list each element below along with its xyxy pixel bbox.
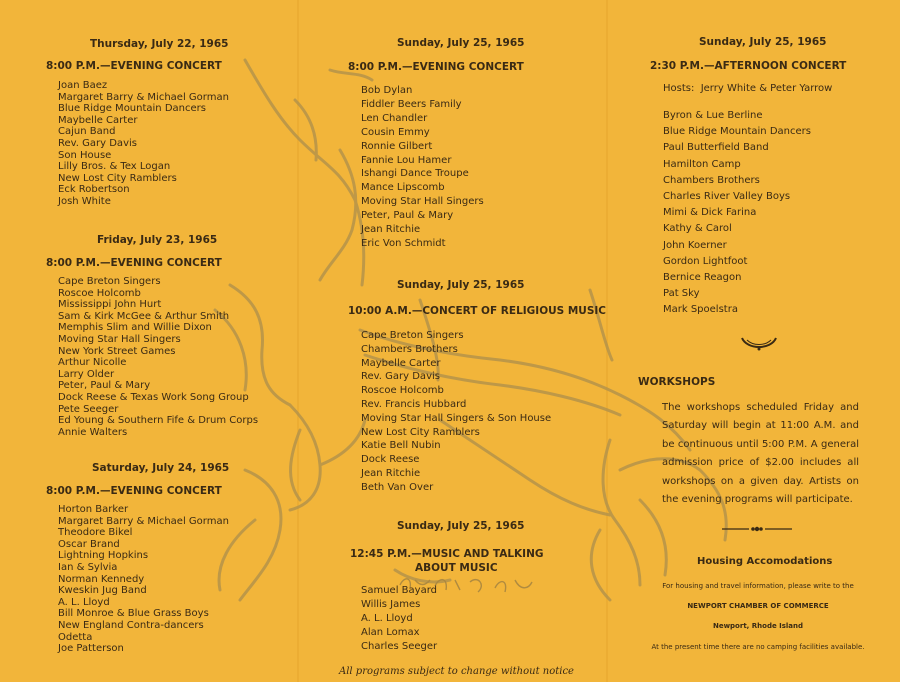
list-item: Charles Seeger [361, 640, 438, 652]
list-item: Blue Ridge Mountain Dancers [58, 103, 206, 115]
list-item: Mark Spoelstra [663, 304, 738, 316]
list-item: Ronnie Gilbert [361, 140, 433, 152]
p1-performer-list-3 [58, 504, 229, 655]
list-item: Len Chandler [361, 112, 428, 124]
list-item: Roscoe Holcomb [58, 287, 141, 299]
p2-day-2: Sunday, July 25, 1965 [397, 279, 525, 291]
list-item: New Lost City Ramblers [361, 426, 480, 438]
p2-performer-list-1 [361, 84, 484, 251]
list-item: Mississippi John Hurt [58, 299, 162, 311]
list-item: Charles River Valley Boys [663, 191, 791, 203]
list-item: Fannie Lou Hamer [361, 154, 452, 166]
list-item: Samuel Bayard [361, 585, 437, 596]
list-item: A. L. Lloyd [361, 612, 413, 624]
list-item: Theodore Bikel [58, 527, 133, 539]
list-item: Bob Dylan [361, 85, 413, 96]
list-item: Josh White [58, 195, 111, 207]
list-item: Blue Ridge Mountain Dancers [663, 126, 811, 138]
list-item: Alan Lomax [361, 626, 420, 638]
list-item: Maybelle Carter [361, 357, 441, 369]
list-item: Dock Reese [361, 454, 420, 466]
housing-heading: Housing Accomodations [697, 556, 833, 567]
p2-concert-heading-1: 8:00 P.M.—EVENING CONCERT [348, 61, 524, 73]
list-item: Odetta [58, 631, 93, 643]
chamber-name: NEWPORT CHAMBER OF COMMERCE [687, 602, 829, 610]
list-item: Jean Ritchie [361, 224, 421, 236]
workshops-text: The workshops scheduled Friday and Saturday will begin at 11:00 A.M. and be continuous until 5:00 P.M. A general admission price of $2.00 includes all workshops on a given day. Artists on the evening programs will participate. [662, 402, 859, 506]
list-item: Eck Robertson [58, 184, 130, 196]
list-item: Katie Bell Nubin [361, 440, 441, 452]
list-item: Eric Von Schmidt [361, 237, 446, 249]
p1-day-2: Friday, July 23, 1965 [97, 234, 218, 246]
p2-concert-heading-3b: ABOUT MUSIC [415, 562, 498, 574]
list-item: Pete Seeger [58, 403, 119, 415]
footnote: All programs subject to change without notice [339, 666, 574, 677]
list-item: Kathy & Carol [663, 223, 732, 235]
list-item: Chambers Brothers [361, 343, 458, 355]
list-item: Rev. Francis Hubbard [361, 398, 467, 410]
list-item: Moving Star Hall Singers & Son House [361, 412, 552, 424]
list-item: Ed Young & Southern Fife & Drum Corps [58, 415, 259, 427]
list-item: Moving Star Hall Singers [361, 196, 484, 208]
list-item: Cape Breton Singers [58, 276, 161, 287]
list-item: Cousin Emmy [361, 126, 430, 138]
list-item: Son House [58, 149, 112, 161]
fold-line-right [606, 0, 608, 682]
list-item: Memphis Slim and Willie Dixon [58, 322, 212, 334]
list-item: Roscoe Holcomb [361, 385, 444, 397]
list-item: Bernice Reagon [663, 272, 742, 284]
list-item: Paul Butterfield Band [663, 142, 769, 154]
list-item: Jean Ritchie [361, 467, 421, 479]
list-item: Hamilton Camp [663, 158, 741, 170]
list-item: Cape Breton Singers [361, 330, 464, 341]
list-item: John Koerner [663, 239, 727, 251]
p2-performer-list-2 [361, 329, 551, 495]
list-item: Byron & Lue Berline [663, 110, 763, 121]
list-item: Maybelle Carter [58, 114, 138, 126]
list-item: Oscar Brand [58, 538, 120, 550]
list-item: Kweskin Jug Band [58, 585, 147, 597]
list-item: Gordon Lightfoot [663, 255, 748, 267]
list-item: Rev. Gary Davis [361, 371, 440, 383]
list-item: Mimi & Dick Farina [663, 207, 757, 219]
list-item: Joan Baez [58, 80, 108, 91]
list-item: Margaret Barry & Michael Gorman [58, 91, 229, 103]
camping-note: At the present time there are no camping facilities available. [651, 643, 865, 651]
housing-info: For housing and travel information, please write to the [662, 582, 854, 590]
p3-day: Sunday, July 25, 1965 [699, 36, 827, 48]
list-item: Willis James [361, 598, 421, 610]
list-item: Dock Reese & Texas Work Song Group [58, 391, 249, 403]
workshops-heading: WORKSHOPS [638, 376, 716, 388]
p2-day-1: Sunday, July 25, 1965 [397, 37, 525, 49]
list-item: Fiddler Beers Family [361, 98, 462, 110]
list-item: Chambers Brothers [663, 174, 760, 186]
list-item: Peter, Paul & Mary [361, 210, 454, 222]
list-item: New Lost City Ramblers [58, 172, 177, 184]
list-item: Margaret Barry & Michael Gorman [58, 515, 229, 527]
p3-hosts: Hosts: Jerry White & Peter Yarrow [663, 83, 833, 94]
list-item: Ian & Sylvia [58, 561, 118, 573]
list-item: Peter, Paul & Mary [58, 380, 151, 392]
list-item: Annie Walters [58, 426, 128, 438]
list-item: Bill Monroe & Blue Grass Boys [58, 608, 209, 620]
p1-day-3: Saturday, July 24, 1965 [92, 462, 230, 474]
p1-day-1: Thursday, July 22, 1965 [90, 38, 229, 50]
chamber-city: Newport, Rhode Island [712, 622, 804, 630]
p2-performer-list-3 [361, 584, 437, 654]
list-item: Arthur Nicolle [58, 357, 127, 369]
p3-concert-heading: 2:30 P.M.—AFTERNOON CONCERT [650, 60, 847, 72]
list-item: Beth Van Over [361, 481, 434, 493]
p1-performer-list-1 [58, 80, 229, 208]
list-item: Lilly Bros. & Tex Logan [58, 161, 171, 173]
list-item: Rev. Gary Davis [58, 137, 137, 149]
p2-concert-heading-2: 10:00 A.M.—CONCERT OF RELIGIOUS MUSIC [348, 305, 607, 317]
list-item: New England Contra-dancers [58, 619, 204, 631]
list-item: Mance Lipscomb [361, 182, 445, 194]
list-item: Cajun Band [58, 126, 116, 138]
p1-performer-list-2 [58, 276, 258, 438]
list-item: Larry Older [58, 368, 115, 380]
list-item: Sam & Kirk McGee & Arthur Smith [58, 310, 230, 322]
list-item: Lightning Hopkins [58, 550, 149, 562]
p2-day-3: Sunday, July 25, 1965 [397, 520, 525, 532]
list-item: Horton Barker [58, 504, 129, 515]
p1-concert-heading-1: 8:00 P.M.—EVENING CONCERT [46, 60, 222, 72]
list-item: A. L. Lloyd [58, 596, 110, 608]
p1-concert-heading-3: 8:00 P.M.—EVENING CONCERT [46, 485, 222, 497]
ornament-icon [739, 334, 779, 354]
list-item: Moving Star Hall Singers [58, 333, 181, 345]
p2-concert-heading-3a: 12:45 P.M.—MUSIC AND TALKING [350, 548, 544, 560]
list-item: Ishangi Dance Troupe [361, 168, 469, 180]
list-item: Norman Kennedy [58, 573, 145, 585]
p1-concert-heading-2: 8:00 P.M.—EVENING CONCERT [46, 257, 222, 269]
list-item: Joe Patterson [58, 643, 124, 655]
fold-line-left [297, 0, 299, 682]
list-item: Pat Sky [663, 288, 700, 300]
p3-performer-list [663, 108, 811, 319]
list-item: New York Street Games [58, 345, 176, 357]
divider-ornament [722, 524, 792, 534]
